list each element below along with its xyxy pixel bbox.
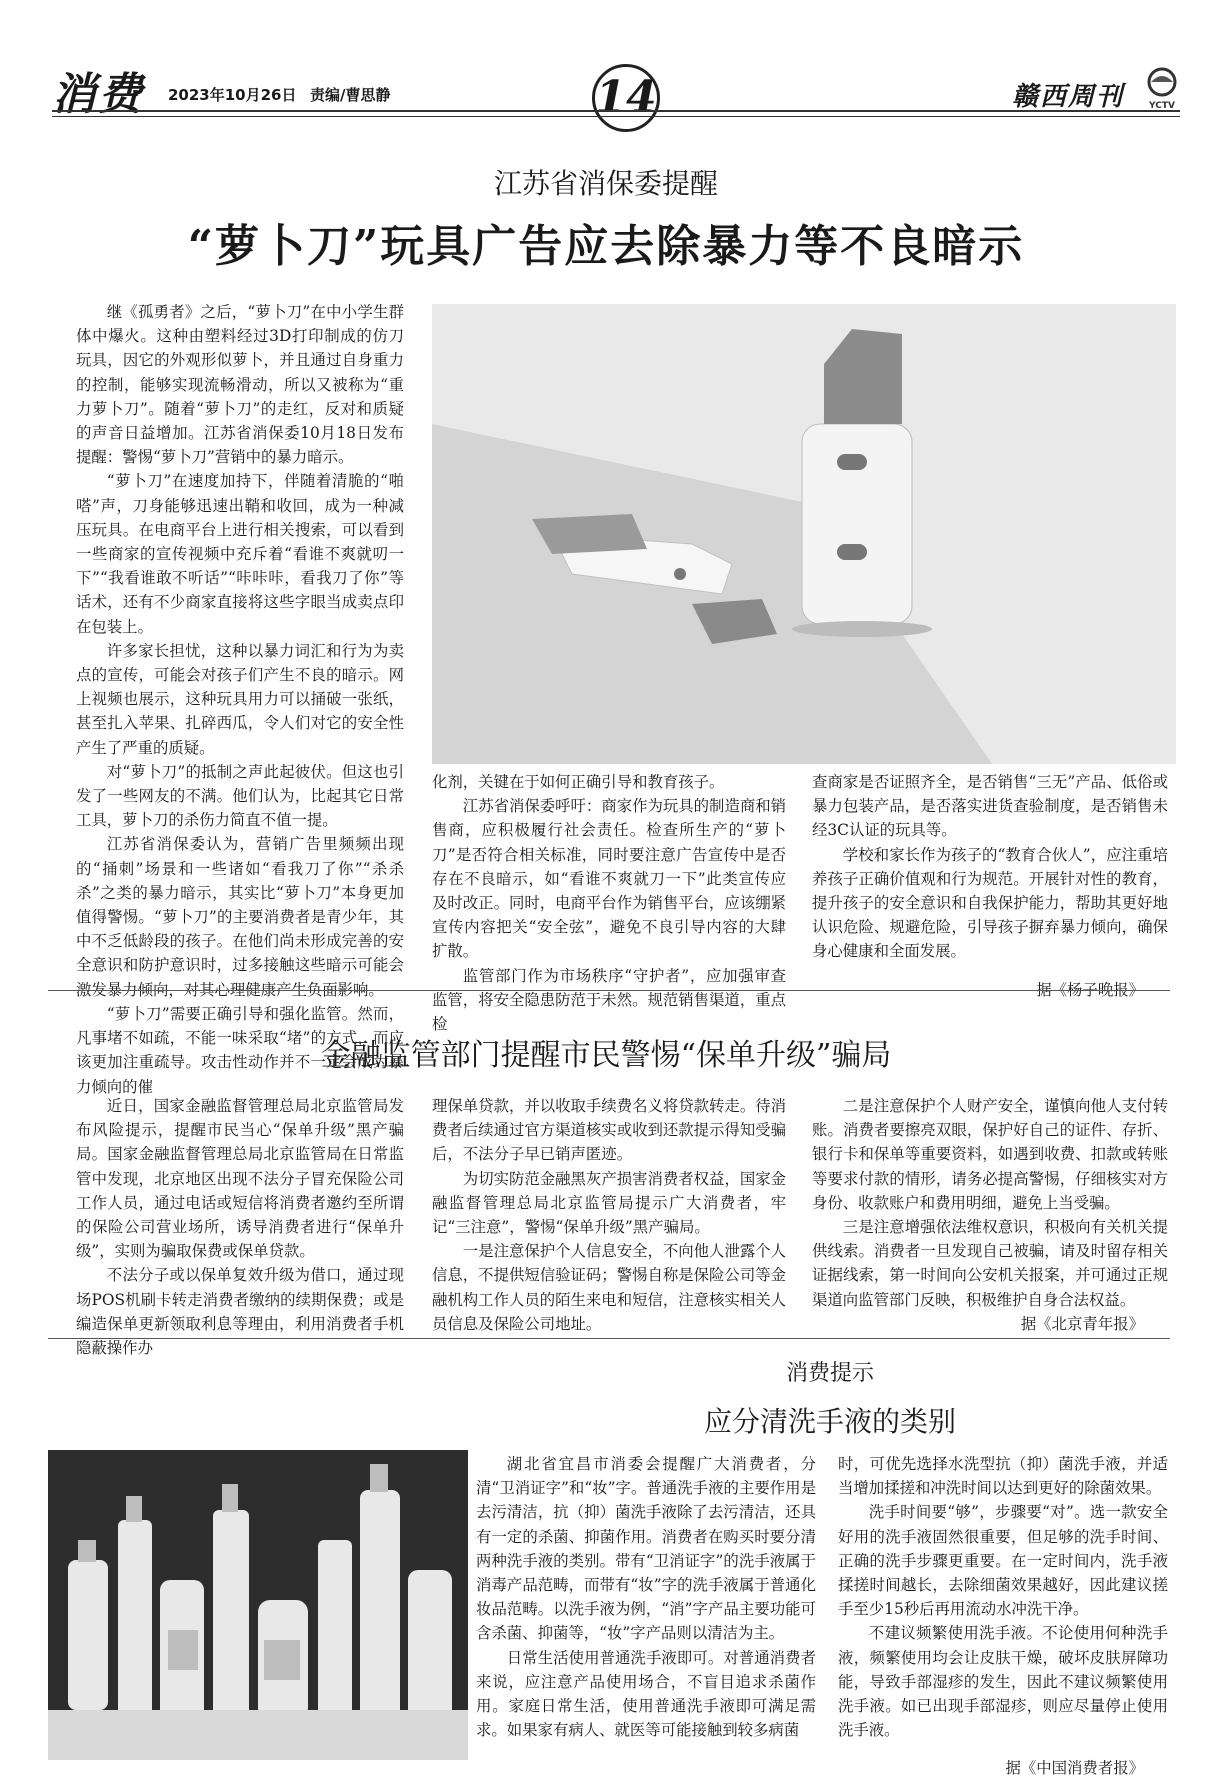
paragraph: 学校和家长作为孩子的“教育合伙人”，应注重培养孩子正确价值观和行为规范。开展针对性的教育，提升孩子的安全意识和自我保护能力，帮助其更好地认识危险、规避危险，引导孩子摒弃暴力倾向，确保身心健康和全面发展。 [812,845,1168,961]
paragraph: 三是注意增强依法维权意识，积极向有关机关提供线索。消费者一旦发现自己被骗，请及时留存相关证据线索，第一时间向公安机关报案，并可通过正规渠道向监管部门反映，积极维护自身合法权益。 [812,1218,1168,1309]
page-number: 14 [592,64,660,132]
paragraph: 许多家长担忧，这种以暴力词汇和行为为卖点的宣传，可能会对孩子们产生不良的暗示。网上视频也展示，这种玩具用力可以捅破一张纸，甚至扎入苹果、扎碎西瓜，令人们对它的安全性产生了严重的质疑。 [76,641,404,757]
article3-headline: 应分清洗手液的类别 [703,1405,956,1438]
paragraph: 不建议频繁使用洗手液。不论使用何种洗手液，频繁使用均会让皮肤干燥，破坏皮肤屏障功能，导致手部湿疹的发生，因此不建议频繁使用洗手液。如已出现手部湿疹，则应尽量停止使用洗手液。 [838,1624,1168,1740]
paragraph: 二是注意保护个人财产安全，谨慎向他人支付转账。消费者要擦亮双眼，保护好自己的证件、存折、银行卡和保单等重要资料，如遇到收费、扣款或转账等要求付款的情形，请务必提高警惕，仔细核实对方身份、收款账户和费用明细，避免上当受骗。 [812,1097,1168,1212]
article1-source: 据《杨子晚报》 [1036,980,1144,999]
paragraph: 江苏省消保委呼吁：商家作为玩具的制造商和销售商，应积极履行社会责任。检查所生产的“萝卜刀”是否符合相关标准，同时要注意广告宣传中是否存在不良暗示，如“看谁不爽就刀一下”此类宣传应及时改正。同时，电商平台作为销售平台，应该绷紧宣传内容把关“安全弦”，避免不良引导内容的大肆扩散。 [432,797,787,961]
paragraph: 湖北省宜昌市消委会提醒广大消费者，分清“卫消证字”和“妆”字。普通洗手液的主要作用是去污清洁，抗（抑）菌洗手液除了去污清洁，还具有一定的杀菌、抑菌作用。消费者在购买时要分清两种洗手液的类别。带有“卫消证字”的洗手液属于消毒产品范畴，而带有“妆”字的洗手液属于普通化妆品范畴。以洗手液为例，“消”字产品主要功能可含杀菌、抑菌等，“妆”字产品则以清洁为主。 [476,1455,816,1643]
paragraph: 不法分子或以保单复效升级为借口，通过现场POS机刷卡转走消费者缴纳的续期保费；或是编造保单更新领取利息等理由，利用消费者手机隐蔽操作办 [76,1266,404,1358]
article1-column-2 [432,770,786,1036]
paragraph: 时，可优先选择水洗型抗（抑）菌洗手液，并适当增加揉搓和冲洗时间以达到更好的除菌效果。 [838,1455,1168,1498]
article2-column-1 [76,1094,404,1360]
paragraph: 日常生活使用普通洗手液即可。对普通消费者来说，应注意产品使用场合，不盲目追求杀菌作用。家庭日常生活，使用普通洗手液即可满足需求。如果家有病人、就医等可能接触到较多病菌 [476,1648,816,1740]
radish-knife-toy-photo [432,304,1176,764]
section-divider [48,1338,1170,1339]
article1-headline: “萝卜刀”玩具广告应去除暴力等不良暗示 [187,221,1025,272]
paragraph: 继《孤勇者》之后，“萝卜刀”在中小学生群体中爆火。这种由塑料经过3D打印制成的仿刀玩具，因它的外观形似萝卜，并且通过自身重力的控制，能够实现流畅滑动，所以又被称为“重力萝卜刀”。随着“萝卜刀”的走红，反对和质疑的声音日益增加。江苏省消保委10月18日发布提醒：警惕“萝卜刀”营销中的暴力暗示。 [76,303,404,467]
paragraph: “萝卜刀”在速度加持下，伴随着清脆的“啪嗒”声，刀身能够迅速出鞘和收回，成为一种减压玩具。在电商平台上进行相关搜索，可以看到一些商家的宣传视频中充斥着“看谁不爽就叨一下”“我看谁敢不听话”“咔咔咔，看我刀了你”等话术，还有不少商家直接将这些字眼当成卖点印在包装上。 [76,472,404,636]
yctv-logo-icon [1142,66,1182,110]
article2-headline: 金融监管部门提醒市民警惕“保单升级”骗局 [320,1038,892,1073]
article1-column-1 [76,300,404,1099]
publication-name: 赣西周刊 [1012,82,1125,112]
paragraph: 近日，国家金融监督管理总局北京监管局发布风险提示，提醒市民当心“保单升级”黑产骗局。国家金融监督管理总局北京监管局在日常监管中发现，北京地区出现不法分子冒充保险公司工作人员，通过电话或短信将消费者邀约至所谓的保险公司营业场所，诱导消费者进行“保单升级”，实则为骗取保费或保单贷款。 [76,1097,404,1261]
paragraph: 一是注意保护个人信息安全，不向他人泄露个人信息，不提供短信验证码；警惕自称是保险公司等金融机构工作人员的陌生来电和短信，注意核实相关人员信息及保险公司地址。 [432,1242,787,1333]
paragraph: 监管部门作为市场秩序“守护者”，应加强审查监管，将安全隐患防范于未然。规范销售渠道，重点检 [432,966,786,1034]
article2-column-3 [812,1094,1168,1336]
paragraph: 化剂，关键在于如何正确引导和教育孩子。 [432,773,725,791]
paragraph: 理保单贷款，并以收取手续费名义将贷款转走。待消费者后续通过官方渠道核实或收到还款提示得知受骗后，不法分子早已销声匿迹。 [432,1097,786,1164]
article1-column-3 [812,770,1168,1002]
hand-sanitizer-bottles-photo [48,1450,468,1760]
article3-column-1 [476,1452,816,1742]
article2-column-2 [432,1094,786,1336]
article1-kicker: 江苏省消保委提醒 [493,167,718,200]
paragraph: 查商家是否证照齐全，是否销售“三无”产品、低俗或暴力包装产品，是否落实进货查验制度，是否销售未经3C认证的玩具等。 [812,773,1168,840]
paragraph: 江苏省消保委认为，营销广告里频频出现的“捅刺”场景和一些诸如“看我刀了你”“杀杀杀”之类的暴力暗示，其实比“萝卜刀”本身更加值得警惕。“萝卜刀”的主要消费者是青少年，其中不乏低龄段的孩子。在他们尚未形成完善的安全意识和防护意识时，过多接触这些暗示可能会激发暴力倾向，对其心理健康产生负面影响。 [76,835,404,999]
logo-text: YCTV [1149,101,1175,110]
masthead-rule-thin [52,116,1180,117]
article2-source: 据《北京青年报》 [1020,1314,1144,1333]
section-name: 消费 [52,69,144,120]
masthead-rule [52,110,1180,112]
paragraph: 洗手时间要“够”，步骤要“对”。选一款安全好用的洗手液固然很重要，但足够的洗手时间、正确的洗手步骤更重要。在一定时间内，洗手液揉搓时间越长，去除细菌效果越好，因此建议搓手至少15秒后再用流动水冲洗干净。 [838,1503,1168,1619]
paragraph: 为切实防范金融黑灰产损害消费者权益，国家金融监督管理总局北京监管局提示广大消费者，牢记“三注意”，警惕“保单升级”黑产骗局。 [432,1169,787,1237]
editor-credit: 责编/曹思静 [310,86,391,104]
paragraph: 对“萝卜刀”的抵制之声此起彼伏。但这也引发了一些网友的不满。他们认为，比起其它日常工具，萝卜刀的杀伤力简直不值一提。 [76,762,404,830]
article3-kicker: 消费提示 [785,1361,874,1386]
article3-column-2 [838,1452,1168,1781]
article3-source: 据《中国消费者报》 [1005,1759,1144,1778]
section-divider [48,990,1170,991]
paragraph: “萝卜刀”需要正确引导和强化监管。然而，凡事堵不如疏，不能一味采取“堵”的方式，而应该更加注重疏导。攻击性动作并不一定会成为暴力倾向的催 [76,1004,404,1096]
issue-date: 2023年10月26日 [168,86,297,104]
